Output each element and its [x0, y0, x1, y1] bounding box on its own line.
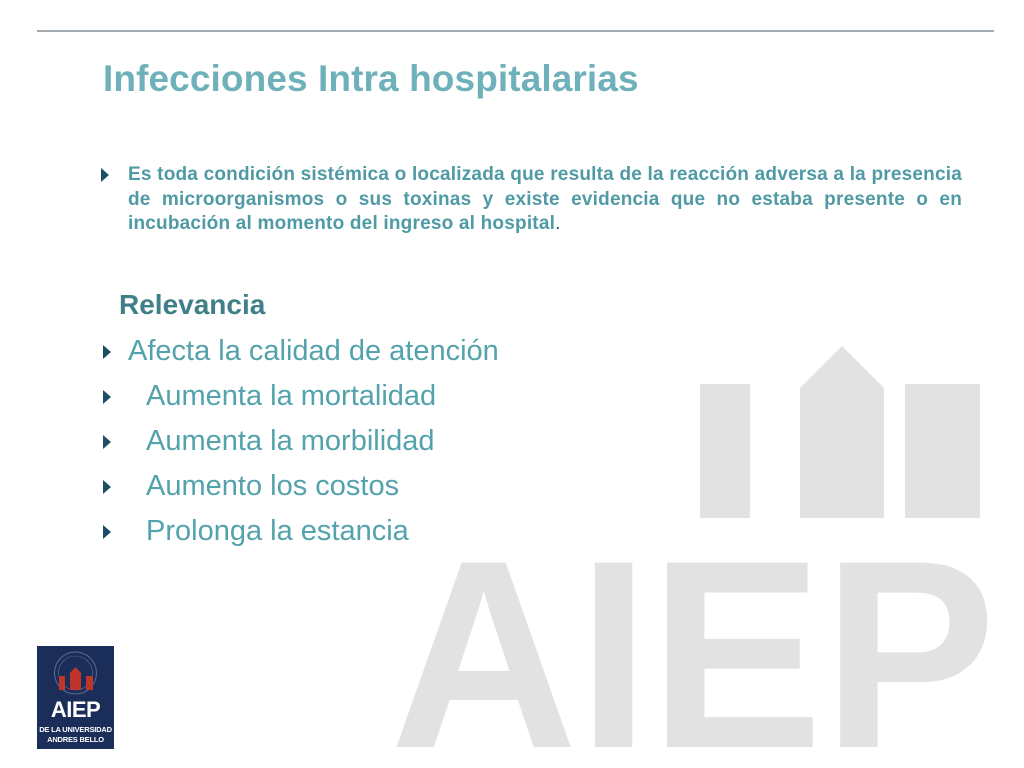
bullet-arrow-icon — [103, 390, 111, 404]
definition-paragraph — [128, 163, 962, 237]
aiep-logo — [37, 646, 114, 749]
logo-wordmark: AIEP — [50, 697, 101, 722]
relevance-item: Aumento los costos — [146, 470, 400, 502]
relevance-item: Prolonga la estancia — [146, 515, 409, 547]
top-divider — [37, 30, 994, 32]
bullet-arrow-icon — [103, 480, 111, 494]
relevance-item: Aumenta la morbilidad — [146, 425, 435, 457]
definition-period: . — [555, 213, 561, 234]
watermark-building-right — [905, 384, 980, 518]
logo-subtitle-line2: ANDRES BELLO — [47, 735, 104, 744]
relevance-item: Aumenta la mortalidad — [146, 380, 437, 412]
bullet-arrow-icon — [103, 345, 111, 359]
watermark-text: AIEP — [390, 504, 996, 755]
building-emblem-icon — [37, 646, 114, 698]
bullet-arrow-icon — [103, 525, 111, 539]
relevance-item: Afecta la calidad de atención — [128, 335, 499, 367]
bullet-arrow-icon — [101, 168, 109, 182]
definition-text: Es toda condición sistémica o localizada que resulta de la reacción adversa a la presencia de microorganismos o sus toxinas y existe evidencia que no estaba presente o en incubación al momento del ingreso al hospital — [128, 164, 962, 234]
watermark-building-left — [700, 384, 750, 518]
watermark-building-center — [800, 346, 884, 518]
aiep-watermark-logo — [390, 340, 1000, 755]
logo-subtitle-line1: DE LA UNIVERSIDAD — [39, 725, 112, 734]
slide-title: Infecciones Intra hospitalarias — [103, 58, 639, 99]
relevance-heading: Relevancia — [119, 289, 266, 320]
bullet-arrow-icon — [103, 435, 111, 449]
